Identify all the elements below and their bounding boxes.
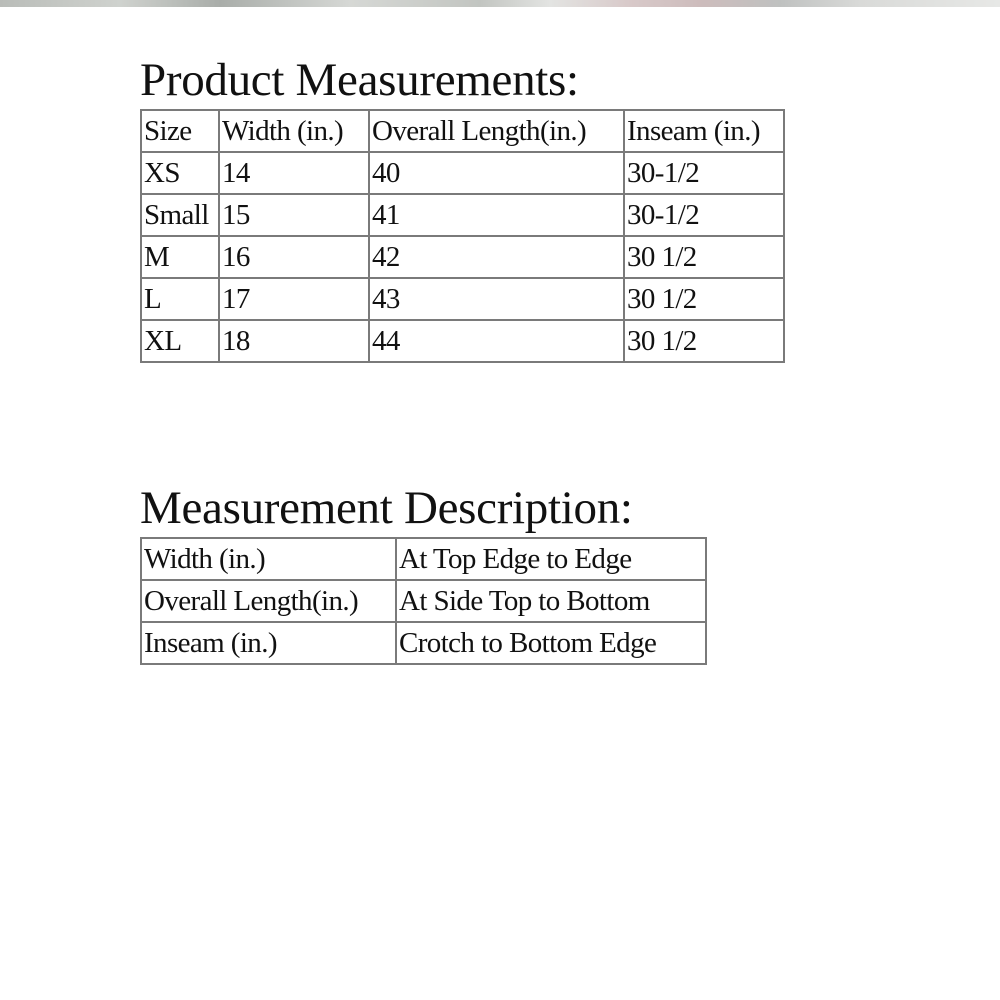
table-row [141,194,784,236]
overall-length-cell: 44 [369,320,624,362]
size-cell: XL [141,320,219,362]
table-row [141,152,784,194]
width-cell: 18 [219,320,369,362]
inseam-cell: 30 1/2 [624,236,784,278]
table-header-row [141,110,784,152]
table-row [141,538,706,580]
table-row [141,236,784,278]
product-measurements-table [140,109,785,363]
inseam-cell: 30 1/2 [624,320,784,362]
size-cell: XS [141,152,219,194]
header-size: Size [141,110,219,152]
width-cell: 14 [219,152,369,194]
table-row [141,278,784,320]
table-row [141,320,784,362]
overall-length-cell: 42 [369,236,624,278]
header-inseam: Inseam (in.) [624,110,784,152]
measurement-description-table [140,537,707,665]
header-width: Width (in.) [219,110,369,152]
measurement-name-cell: Inseam (in.) [141,622,396,664]
measurement-description-cell: Crotch to Bottom Edge [396,622,706,664]
width-cell: 17 [219,278,369,320]
inseam-cell: 30 1/2 [624,278,784,320]
product-measurements-title: Product Measurements: [140,54,579,106]
width-cell: 16 [219,236,369,278]
measurement-name-cell: Width (in.) [141,538,396,580]
table-row [141,622,706,664]
overall-length-cell: 43 [369,278,624,320]
measurement-description-title: Measurement Description: [140,482,633,534]
overall-length-cell: 40 [369,152,624,194]
table-row [141,580,706,622]
header-overall-length: Overall Length(in.) [369,110,624,152]
inseam-cell: 30-1/2 [624,152,784,194]
measurement-description-cell: At Side Top to Bottom [396,580,706,622]
size-cell: M [141,236,219,278]
measurement-name-cell: Overall Length(in.) [141,580,396,622]
width-cell: 15 [219,194,369,236]
overall-length-cell: 41 [369,194,624,236]
inseam-cell: 30-1/2 [624,194,784,236]
background-photo-strip [0,0,1000,7]
size-cell: L [141,278,219,320]
size-cell: Small [141,194,219,236]
measurement-description-cell: At Top Edge to Edge [396,538,706,580]
